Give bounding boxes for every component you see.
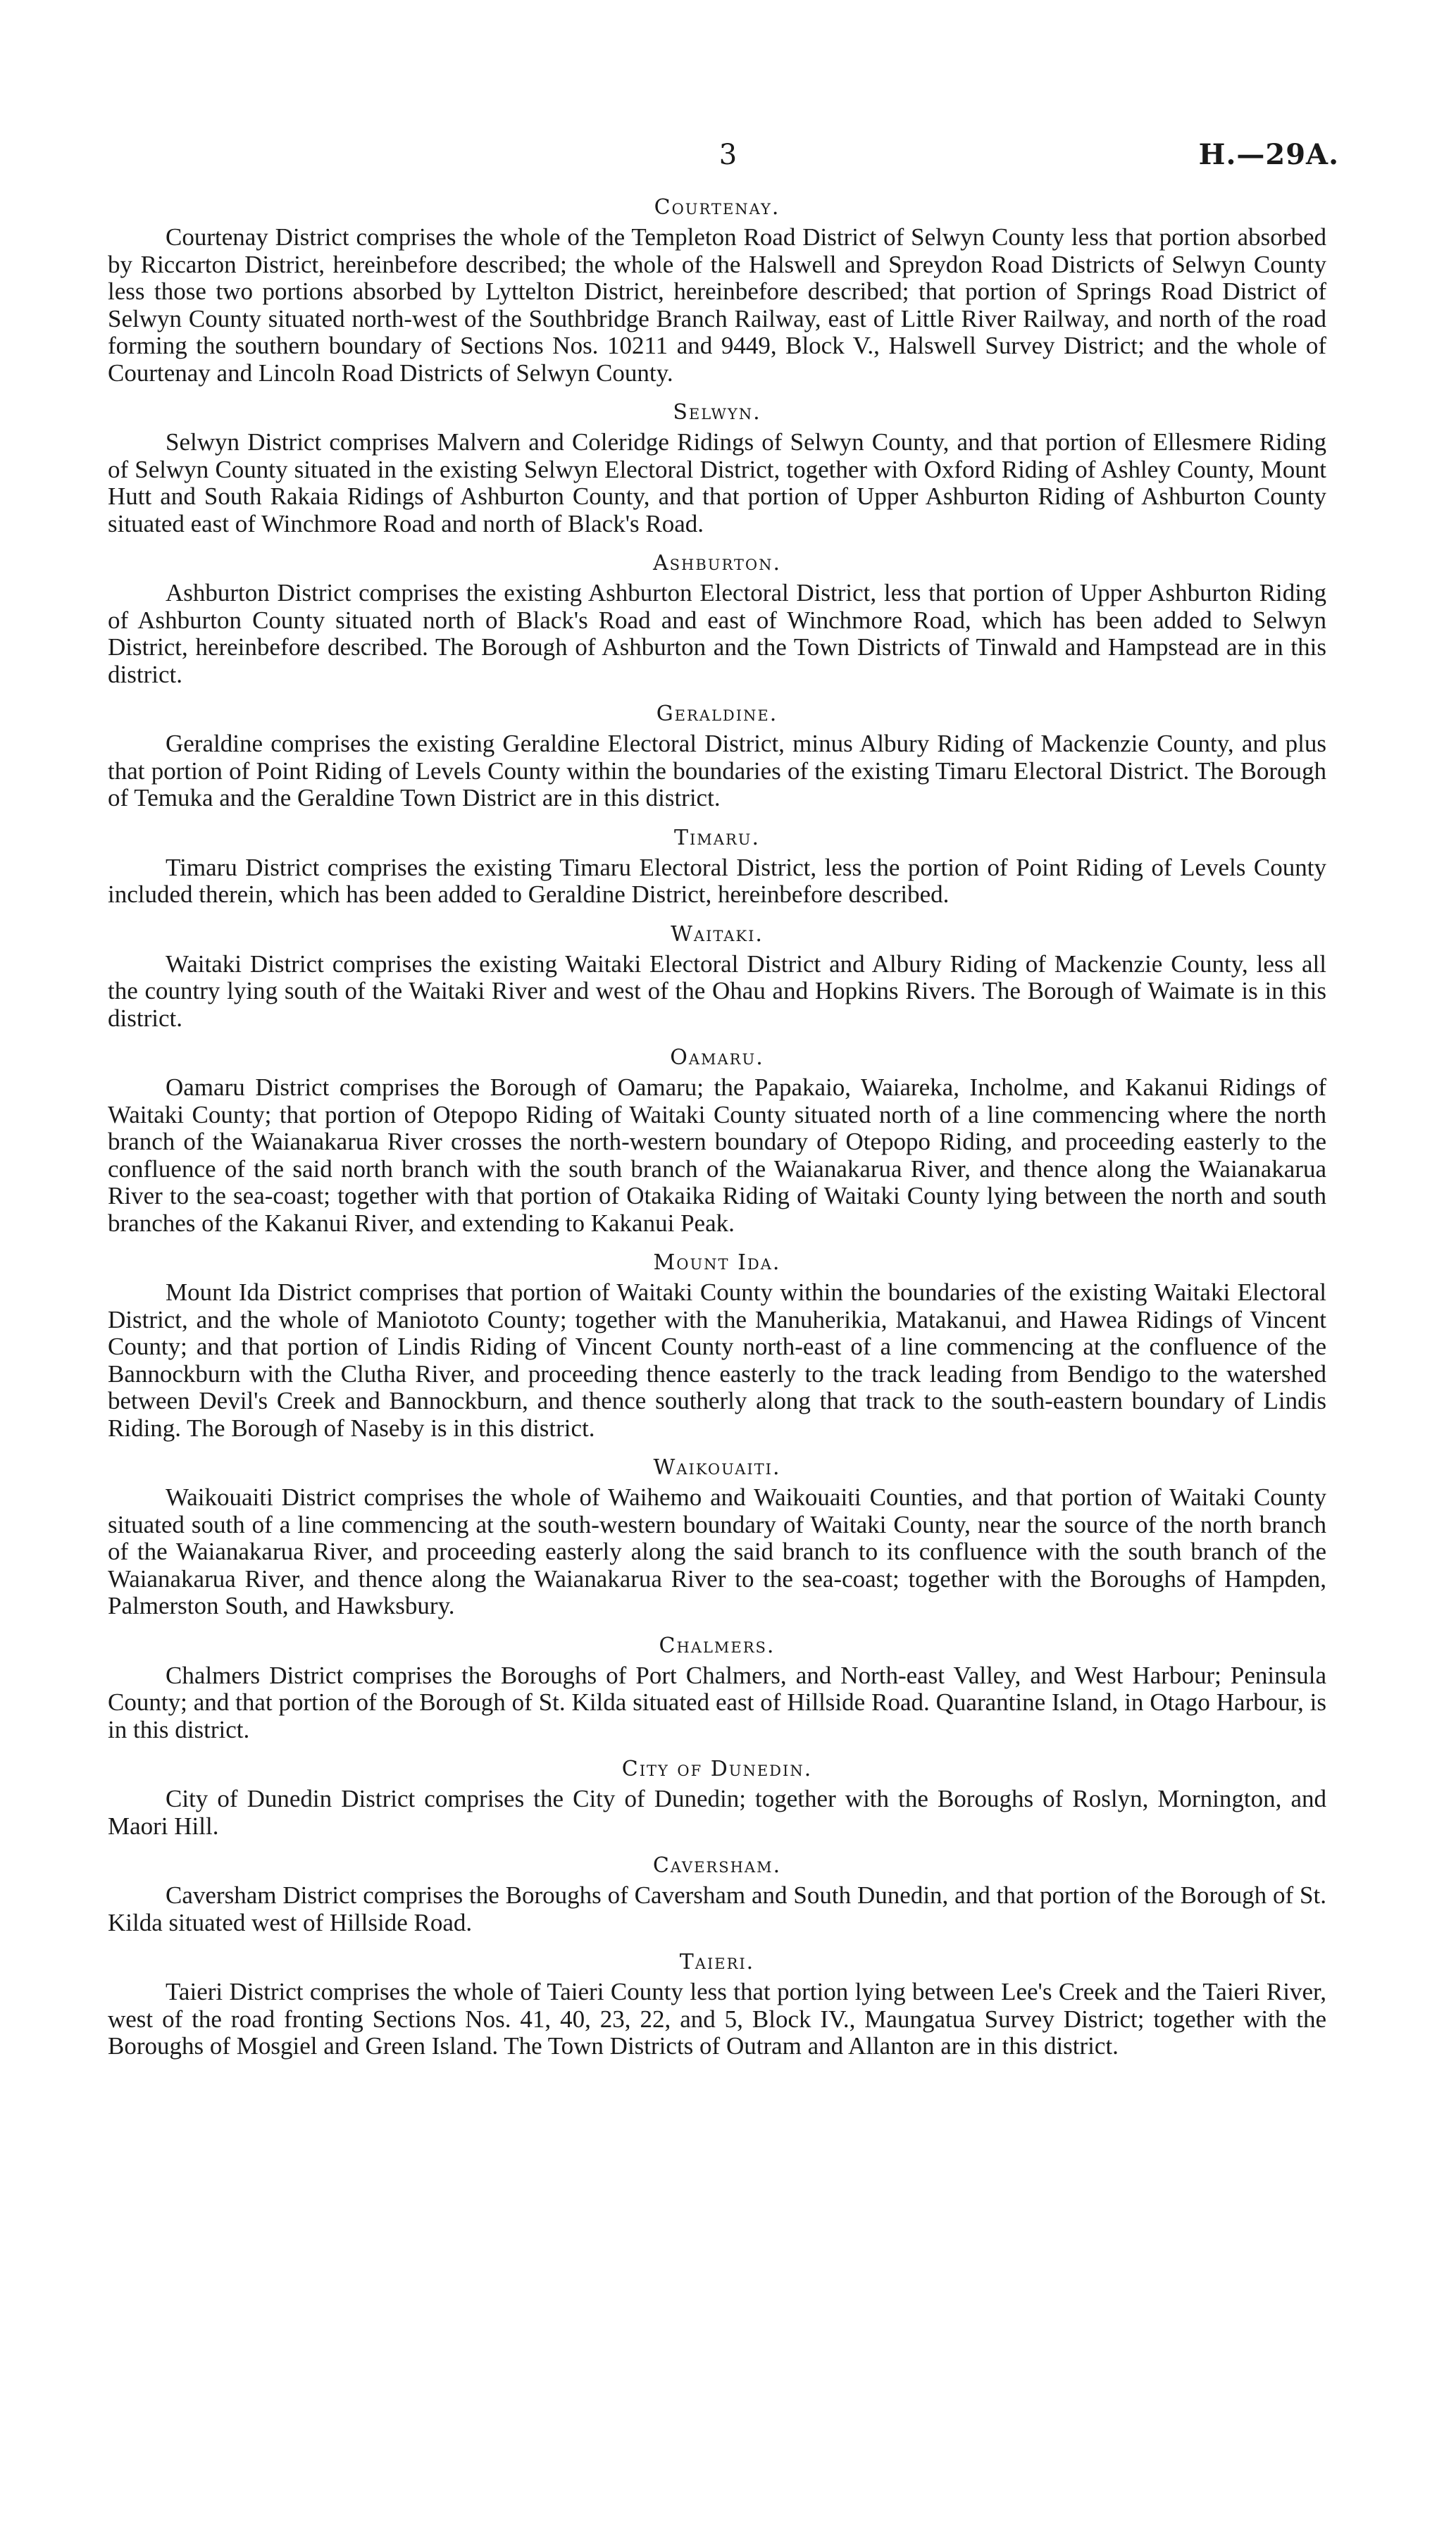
section-geraldine bbox=[108, 701, 1326, 812]
section-oamaru bbox=[108, 1045, 1326, 1237]
section-title: Geraldine. bbox=[656, 702, 778, 726]
section-taieri bbox=[108, 1949, 1326, 2060]
section-city-of-dunedin bbox=[108, 1756, 1326, 1840]
section-paragraph: Taieri District comprises the whole of Taieri County less that portion lying between Lee's Creek and the Taieri River, west of the road fronting Sections Nos. 41, 40, 23, 22, and 5, Block IV., Maungatua Survey District; together with the Boroughs of Mosgiel and Green Island. The Town Districts of Outram and Allanton are in this district. bbox=[108, 1978, 1326, 2060]
document-body bbox=[108, 194, 1326, 2060]
section-title: Waikouaiti. bbox=[653, 1455, 781, 1480]
section-waitaki bbox=[108, 921, 1326, 1033]
section-paragraph: Timaru District comprises the existing Timaru Electoral District, less the portion of Point Riding of Levels County included therein, which has been added to Geraldine District, hereinbefore described. bbox=[108, 853, 1326, 908]
section-selwyn bbox=[108, 399, 1326, 537]
page-number: 3 bbox=[718, 139, 738, 171]
page-header bbox=[106, 134, 1350, 176]
section-title: Chalmers. bbox=[659, 1633, 776, 1658]
section-courtenay bbox=[108, 194, 1326, 387]
section-paragraph: Oamaru District comprises the Borough of Oamaru; the Papakaio, Waiareka, Incholme, and Kakanui Ridings of Waitaki County; that portion of Otepopo Riding of Waitaki County situated north of a line commencing where the north branch of the Waianakarua River crosses the north-western boundary of Otepopo Riding, and proceeding easterly to the confluence of the said north branch with the south branch of the Waianakarua River, and thence along the Waianakarua River to the sea-coast; together with that portion of Otakaika Riding of Waitaki County lying between the north and south branches of the Kakanui River, and extending to Kakanui Peak. bbox=[108, 1073, 1326, 1237]
section-title: City of Dunedin. bbox=[621, 1757, 813, 1781]
section-title: Caversham. bbox=[652, 1853, 782, 1878]
section-paragraph: Selwyn District comprises Malvern and Coleridge Ridings of Selwyn County, and that portion of Ellesmere Riding of Selwyn County situated in the existing Selwyn Electoral District, together with Oxford Riding of Ashley County, Mount Hutt and South Rakaia Ridings of Ashburton County, and that portion of Upper Ashburton Riding of Ashburton County situated east of Winchmore Road and north of Black's Road. bbox=[108, 428, 1326, 537]
section-title: Selwyn. bbox=[673, 400, 761, 425]
section-caversham bbox=[108, 1853, 1326, 1936]
section-waikouaiti bbox=[108, 1455, 1326, 1620]
section-paragraph: Caversham District comprises the Boroughs of Caversham and South Dunedin, and that portion of the Borough of St. Kilda situated west of Hillside Road. bbox=[108, 1881, 1326, 1936]
section-paragraph: Chalmers District comprises the Boroughs of Port Chalmers, and North-east Valley, and West Harbour; Peninsula County; and that portion of the Borough of St. Kilda situated east of Hillside Road. Quarantine Island, in Otago Harbour, is in this district. bbox=[108, 1661, 1326, 1743]
section-paragraph: City of Dunedin District comprises the City of Dunedin; together with the Boroughs of Roslyn, Mornington, and Maori Hill. bbox=[108, 1785, 1326, 1840]
section-title: Taieri. bbox=[679, 1950, 755, 1974]
section-title: Mount Ida. bbox=[653, 1250, 781, 1275]
section-title: Oamaru. bbox=[670, 1045, 764, 1070]
section-paragraph: Waikouaiti District comprises the whole of Waihemo and Waikouaiti Counties, and that portion of Waitaki County situated south of a line commencing at the south-western boundary of Waitaki County, near the source of the north branch of the Waianakarua River, and proceeding easterly along the said branch to its confluence with the south branch of the Waianakarua River, and thence along the Waianakarua River to the sea-coast; together with the Boroughs of Hampden, Palmerston South, and Hawksbury. bbox=[108, 1483, 1326, 1619]
section-title: Timaru. bbox=[673, 825, 761, 850]
section-title: Waitaki. bbox=[671, 921, 764, 947]
section-chalmers bbox=[108, 1633, 1326, 1744]
section-mount-ida bbox=[108, 1250, 1326, 1442]
section-paragraph: Ashburton District comprises the existing Ashburton Electoral District, less that portion of Upper Ashburton Riding of Ashburton County situated north of Black's Road and east of Winchmore Road, which has been added to Selwyn District, hereinbefore described. The Borough of Ashburton and the Town Districts of Tinwald and Hampstead are in this district. bbox=[108, 579, 1326, 688]
section-title: Ashburton. bbox=[652, 551, 782, 575]
section-paragraph: Geraldine comprises the existing Geraldine Electoral District, minus Albury Riding of Mackenzie County, and plus that portion of Point Riding of Levels County within the boundaries of the existing Timaru Electoral District. The Borough of Temuka and the Geraldine Town District are in this district. bbox=[108, 730, 1326, 811]
section-paragraph: Waitaki District comprises the existing Waitaki Electoral District and Albury Riding of Mackenzie County, less all the country lying south of the Waitaki River and west of the Ohau and Hopkins Rivers. The Borough of Waimate is in this district. bbox=[108, 950, 1326, 1032]
document-reference: H.—29A. bbox=[1198, 138, 1339, 171]
section-ashburton bbox=[108, 550, 1326, 688]
section-timaru bbox=[108, 825, 1326, 909]
section-paragraph: Mount Ida District comprises that portion of Waitaki County within the boundaries of the existing Waitaki Electoral District, and the whole of Maniototo County; together with the Manuherikia, Matakanui, and Hawea Ridings of Vincent County; and that portion of Lindis Riding of Vincent County north-east of a line commencing at the confluence of the Bannockburn with the Clutha River, and proceeding thence easterly to the track leading from Bendigo to the watershed between Devil's Creek and Bannockburn, and thence southerly along that track to the south-eastern boundary of Lindis Riding. The Borough of Naseby is in this district. bbox=[108, 1278, 1326, 1442]
section-title: Courtenay. bbox=[654, 195, 780, 220]
section-paragraph: Courtenay District comprises the whole of the Templeton Road District of Selwyn County less that portion absorbed by Riccarton District, hereinbefore described; the whole of the Halswell and Spreydon Road Districts of Selwyn County less those two portions absorbed by Lyttelton District, hereinbefore described; that portion of Springs Road District of Selwyn County situated north-west of the Southbridge Branch Railway, east of Little River Railway, and north of the road forming the southern boundary of Sections Nos. 10211 and 9449, Block V., Halswell Survey District; and the whole of Courtenay and Lincoln Road Districts of Selwyn County. bbox=[108, 223, 1326, 387]
